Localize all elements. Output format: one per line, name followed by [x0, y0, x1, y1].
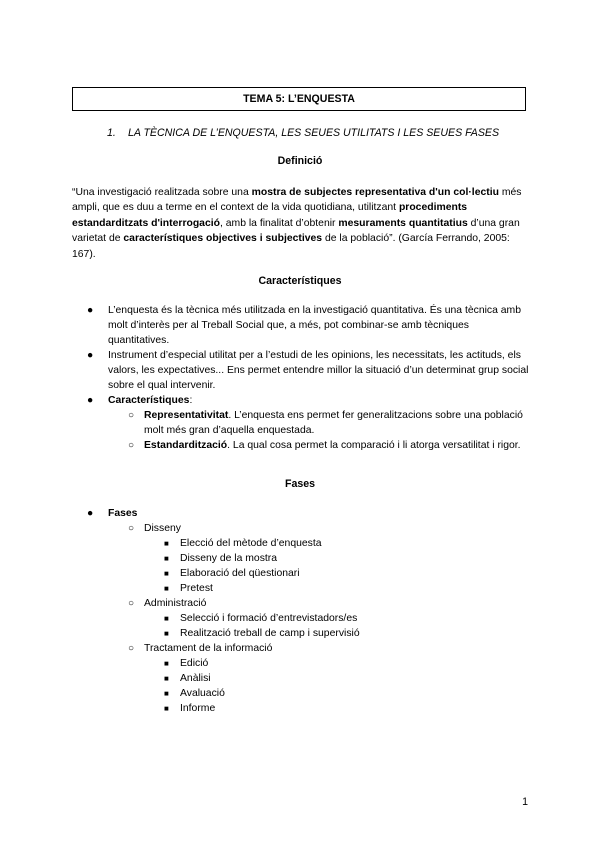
phase-group [108, 521, 532, 596]
phase-group [108, 641, 532, 716]
phase-step [144, 611, 532, 626]
square-bullet-icon: ■ [164, 614, 169, 623]
text-span: , amb la finalitat d’obtenir [219, 217, 339, 229]
bold-term: mostra de subjectes representativa d'un col·lectiu [251, 187, 499, 198]
list-item [72, 393, 532, 453]
phase-step-text: Selecció i formació d’entrevistadors/es [180, 613, 358, 624]
sub-item-label: Estandardització [144, 440, 228, 451]
phase-step [144, 536, 532, 551]
square-bullet-icon: ■ [164, 704, 169, 713]
section-number: 1. [107, 127, 116, 139]
phase-step [144, 656, 532, 671]
sub-list-item [108, 438, 532, 453]
phase-step-text: Realització treball de camp i supervisió [180, 628, 360, 639]
phase-step [144, 701, 532, 716]
document-title: TEMA 5: L’ENQUESTA [72, 87, 526, 111]
circle-bullet-icon: ○ [128, 643, 135, 654]
square-bullet-icon: ■ [164, 539, 169, 548]
list-item [72, 303, 532, 348]
phase-step [144, 551, 532, 566]
characteristics-list [72, 303, 532, 453]
phase-step-text: Avaluació [180, 688, 225, 699]
item-text: Instrument d’especial utilitat per a l’estudi de les opinions, les necessitats, les actituds, els valors, les expectatives... Ens permet entendre millor la situació d’un determinat grup social sobre el qual intervenir. [108, 350, 529, 391]
bold-term: característiques objectives i subjectives [123, 233, 323, 245]
square-bullet-icon: ■ [164, 554, 169, 563]
list-item [72, 506, 532, 716]
phase-group-name: Tractament de la informació [144, 643, 273, 654]
phase-step-text: Elecció del mètode d’enquesta [180, 538, 322, 549]
phase-step-text: Anàlisi [180, 673, 211, 684]
phase-step [144, 671, 532, 686]
phase-step [144, 686, 532, 701]
circle-bullet-icon: ○ [128, 523, 135, 534]
square-bullet-icon: ■ [164, 674, 169, 683]
definition-paragraph [72, 185, 528, 262]
bullet-icon: ● [87, 508, 94, 519]
text-span: d’una gran varietat de [72, 217, 520, 245]
phase-step-text: Elaboració del qüestionari [180, 568, 300, 579]
characteristics-heading: Característiques [258, 275, 342, 287]
phase-step-text: Disseny de la mostra [180, 553, 278, 564]
text-span: “Una investigació realitzada sobre una [72, 187, 252, 198]
bullet-icon: ● [87, 395, 94, 406]
phase-step [144, 581, 532, 596]
item-label: Característiques [108, 395, 190, 406]
phase-step [144, 626, 532, 641]
section-title: LA TÈCNICA DE L’ENQUESTA, LES SEUES UTILITATS I LES SEUES FASES [127, 127, 500, 139]
section-heading [107, 127, 499, 139]
circle-bullet-icon: ○ [128, 440, 135, 451]
circle-bullet-icon: ○ [128, 410, 135, 421]
bullet-icon: ● [87, 350, 94, 361]
phases-heading: Fases [284, 478, 316, 490]
sub-item-text: . L’enquesta ens permet fer generalitzacions sobre una població molt més gran d’aquella enquestada. [144, 410, 523, 436]
phase-step-text: Informe [180, 703, 216, 714]
circle-bullet-icon: ○ [128, 598, 135, 609]
page-number: 1 [522, 796, 528, 808]
square-bullet-icon: ■ [164, 659, 169, 668]
text-span: de la població”. (García Ferrando, 2005: 167). [72, 233, 510, 260]
square-bullet-icon: ■ [164, 584, 169, 593]
sub-list-item [108, 408, 532, 438]
square-bullet-icon: ■ [164, 689, 169, 698]
sub-item-label: Representativitat [144, 410, 229, 421]
phase-step-text: Edició [180, 658, 209, 669]
phase-group-name: Disseny [144, 523, 181, 534]
phase-group-name: Administració [144, 598, 207, 609]
item-text: L’enquesta és la tècnica més utilitzada en la investigació quantitativa. És una tècnica amb molt d’interès per al Treball Social que, a més, pot combinar-se amb tècniques quantitatives. [108, 305, 521, 346]
bold-term: mesuraments quantitatius [338, 217, 468, 229]
square-bullet-icon: ■ [164, 629, 169, 638]
sub-item-text: . La qual cosa permet la comparació i li atorga versatilitat i rigor. [227, 440, 521, 451]
square-bullet-icon: ■ [164, 569, 169, 578]
phase-group [108, 596, 532, 641]
list-item [72, 348, 532, 393]
phases-list [72, 506, 532, 716]
text-span: més ampli, que es duu a terme en el context de la vida quotidiana, utilitzant [72, 187, 522, 214]
item-label: Fases [108, 508, 138, 519]
phase-step [144, 566, 532, 581]
bullet-icon: ● [87, 305, 94, 316]
item-suffix: : [189, 395, 193, 406]
bold-term: procediments estandarditzats d'interrogació [72, 202, 468, 229]
phase-step-text: Pretest [180, 583, 213, 594]
definition-heading: Definició [277, 155, 323, 167]
